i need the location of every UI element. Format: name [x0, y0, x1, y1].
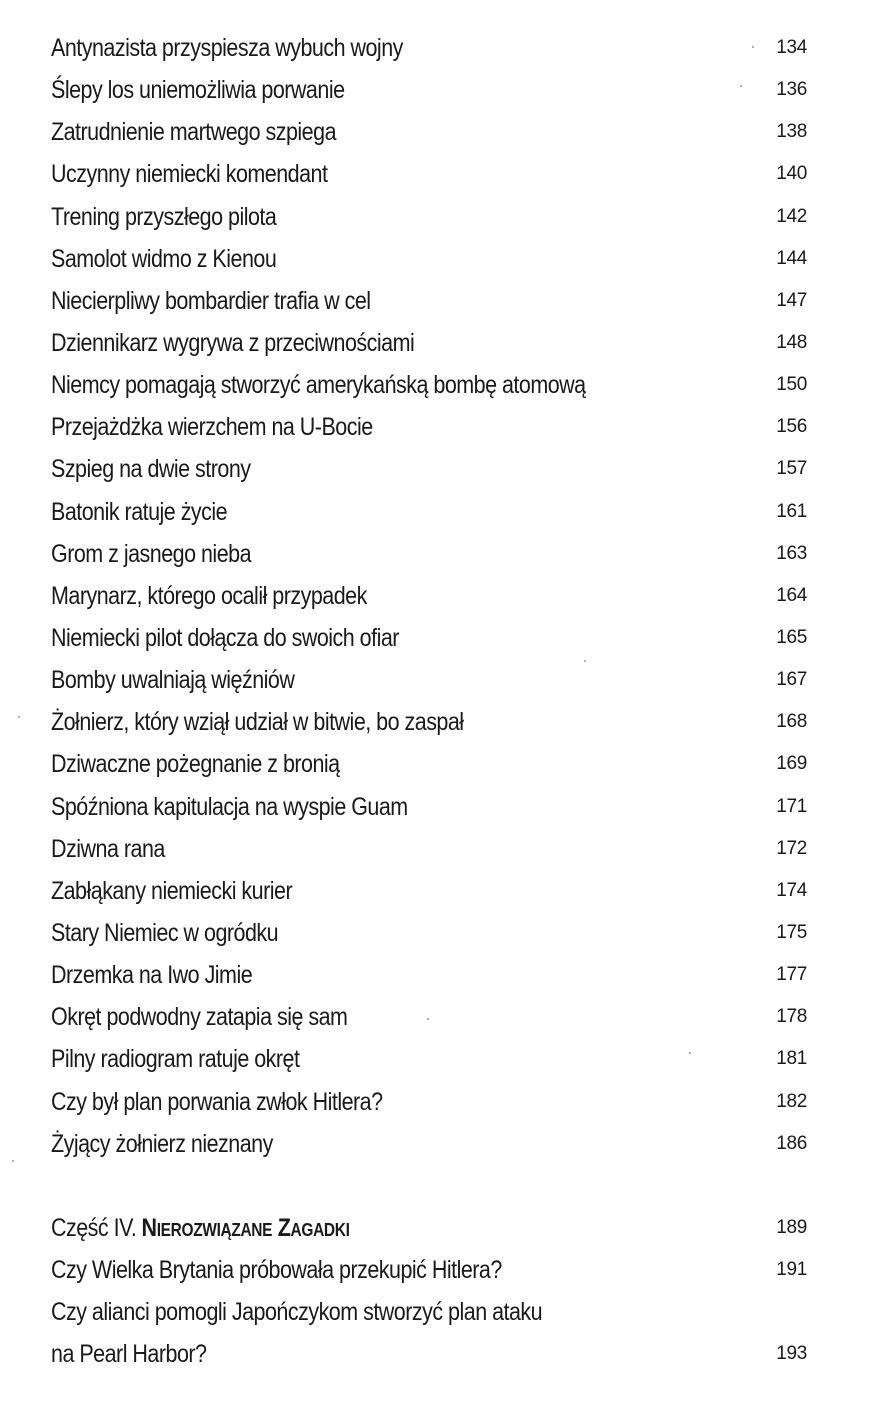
toc-entry	[51, 1038, 811, 1080]
scan-speck	[427, 1018, 429, 1020]
entry-title: Stary Niemiec w ogródku	[51, 918, 279, 947]
entry-title: Czy Wielka Brytania próbowała przekupić Hitlera?	[51, 1255, 502, 1284]
scan-speck	[752, 46, 754, 48]
part-prefix: Część IV.	[51, 1213, 137, 1242]
toc-entry	[51, 912, 811, 954]
toc-entry	[51, 954, 811, 996]
entry-title: Pilny radiogram ratuje okręt	[51, 1045, 300, 1074]
entry-page-number: 167	[776, 669, 807, 691]
entry-page-number: 156	[776, 416, 807, 438]
entry-title: Ślepy los uniemożliwia porwanie	[51, 76, 345, 105]
entry-title-multiline	[51, 1291, 542, 1375]
entry-page-number: 161	[776, 500, 807, 522]
toc-entry	[51, 153, 811, 195]
toc-entry	[51, 996, 811, 1038]
part-heading-title	[51, 1207, 350, 1249]
entry-page-number: 163	[776, 542, 807, 564]
entry-page-number: 181	[776, 1048, 807, 1070]
entry-page-number: 138	[776, 121, 807, 143]
table-of-contents	[51, 27, 811, 1375]
entry-title: Drzemka na Iwo Jimie	[51, 961, 253, 990]
entry-page-number: 182	[776, 1090, 807, 1112]
entry-page-number: 168	[776, 711, 807, 733]
toc-entry	[51, 659, 811, 701]
toc-entry	[51, 448, 811, 490]
entry-page-number: 134	[776, 37, 807, 58]
entry-page-number: 136	[776, 79, 807, 101]
toc-entry	[51, 1123, 811, 1165]
entry-title: Bomby uwalniają więźniów	[51, 666, 295, 695]
entry-page-number: 157	[776, 458, 807, 480]
toc-entry	[51, 491, 811, 533]
entry-title: Zabłąkany niemiecki kurier	[51, 876, 293, 905]
entry-page-number: 177	[776, 964, 807, 986]
toc-entry	[51, 575, 811, 617]
toc-entry	[51, 322, 811, 364]
entry-title: Batonik ratuje życie	[51, 497, 228, 526]
entry-page-number: 191	[776, 1258, 807, 1280]
toc-entry	[51, 870, 811, 912]
entry-title: Dziwna rana	[51, 834, 165, 863]
entry-title: Niemiecki pilot dołącza do swoich ofiar	[51, 623, 399, 652]
entry-page-number: 174	[776, 879, 807, 901]
entry-page-number: 171	[776, 795, 807, 817]
entry-title: Spóźniona kapitulacja na wyspie Guam	[51, 792, 408, 821]
entry-title-line: Czy alianci pomogli Japończykom stworzyć plan ataku	[51, 1298, 543, 1327]
scan-speck	[740, 85, 742, 87]
toc-entry	[51, 111, 811, 153]
entry-title: Żyjący żołnierz nieznany	[51, 1129, 273, 1158]
scan-speck	[12, 1160, 14, 1162]
part-name: Nierozwiązane Zagadki	[141, 1213, 350, 1242]
entry-title: Okręt podwodny zatapia się sam	[51, 1003, 348, 1032]
toc-entry	[51, 701, 811, 743]
entry-page-number: 175	[776, 921, 807, 943]
entry-title: Żołnierz, który wziął udział w bitwie, bo zaspał	[51, 708, 464, 737]
entry-page-number: 193	[776, 1343, 807, 1365]
toc-entry	[51, 1249, 811, 1291]
entry-title: Dziennikarz wygrywa z przeciwnościami	[51, 328, 415, 357]
part-page-number: 189	[776, 1216, 807, 1238]
entry-page-number: 150	[776, 374, 807, 396]
section-spacer	[51, 1165, 811, 1207]
entry-page-number: 186	[776, 1132, 807, 1154]
toc-entry	[51, 196, 811, 238]
toc-entry	[51, 533, 811, 575]
toc-entry	[51, 743, 811, 785]
entry-title: Uczynny niemiecki komendant	[51, 160, 328, 189]
entry-title: Samolot widmo z Kienou	[51, 244, 277, 273]
entry-title: Czy był plan porwania zwłok Hitlera?	[51, 1087, 383, 1116]
entry-page-number: 165	[776, 626, 807, 648]
toc-entry	[51, 69, 811, 111]
entry-page-number: 148	[776, 331, 807, 353]
toc-entry	[51, 1081, 811, 1123]
toc-entry-multiline	[51, 1291, 811, 1375]
entry-title: Niemcy pomagają stworzyć amerykańską bombę atomową	[51, 371, 586, 400]
toc-entry	[51, 27, 811, 69]
entry-title: Dziwaczne pożegnanie z bronią	[51, 750, 340, 779]
toc-entry	[51, 828, 811, 870]
entry-title: Niecierpliwy bombardier trafia w cel	[51, 286, 371, 315]
toc-entry	[51, 406, 811, 448]
entry-page-number: 178	[776, 1006, 807, 1028]
entry-page-number: 144	[776, 247, 807, 269]
entry-page-number: 164	[776, 584, 807, 606]
entry-title: Grom z jasnego nieba	[51, 539, 252, 568]
scan-speck	[584, 660, 586, 662]
toc-entry	[51, 280, 811, 322]
scan-speck	[689, 1052, 691, 1054]
part-heading	[51, 1207, 811, 1249]
entry-page-number: 142	[776, 205, 807, 227]
scan-speck	[18, 716, 20, 718]
entry-title: Przejażdżka wierzchem na U-Bocie	[51, 413, 373, 442]
entry-title: Trening przyszłego pilota	[51, 202, 277, 231]
toc-entry	[51, 617, 811, 659]
entry-page-number: 172	[776, 837, 807, 859]
entry-title: Antynazista przyspiesza wybuch wojny	[51, 34, 403, 62]
entry-title: Szpieg na dwie strony	[51, 455, 251, 484]
toc-entry	[51, 238, 811, 280]
toc-entry	[51, 786, 811, 828]
entry-title: Zatrudnienie martwego szpiega	[51, 118, 337, 147]
entry-page-number: 140	[776, 163, 807, 185]
toc-entry	[51, 364, 811, 406]
entry-title: Marynarz, którego ocalił przypadek	[51, 581, 367, 610]
entry-title-line: na Pearl Harbor?	[51, 1340, 207, 1369]
entry-page-number: 147	[776, 289, 807, 311]
entry-page-number: 169	[776, 753, 807, 775]
